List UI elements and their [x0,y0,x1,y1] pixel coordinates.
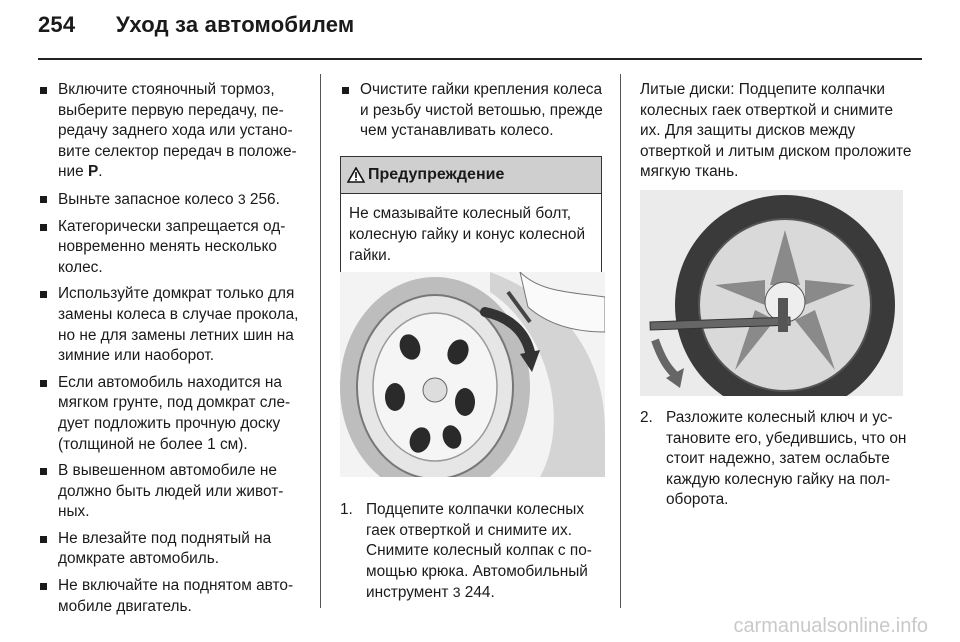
step-2 [640,408,912,511]
bullet-text: Используйте домкрат только для замены колеса в случае прокола, но не для замены летних шин на зимние или наоборот. [58,285,299,365]
watermark: carmanualsonline.info [733,615,928,637]
warning-title: Предупреждение [368,165,505,183]
list-item [38,189,306,211]
bullet-text: Выньте запасное колесо [58,190,238,208]
bullet-mark [38,373,58,455]
bullet-mark [38,80,58,183]
bullet-mark [38,189,58,211]
step-1 [340,500,610,604]
hubcap-removal-illustration [340,272,605,477]
bullet-mark [38,529,58,570]
list-item [38,461,306,523]
warning-triangle-icon [347,167,365,183]
bullet-text: Не включайте на поднятом автомобиле двигатель. [58,577,294,615]
list-item [38,284,306,366]
list-item [38,80,306,183]
step-text: Разложите колесный ключ и установите его, убедившись, что он стоит надежно, затем ослабьте каждую колесную гайку на пол-оборота. [666,409,907,509]
bullet-mark [38,576,58,617]
page-reference: 256. [245,190,280,208]
bullet-text: Категорически запрещается одновременно менять несколько колес. [58,217,286,276]
warning-header [341,157,601,195]
bullet-mark [38,284,58,366]
bullet-text: Включите стояночный тормоз, выберите первую передачу, передачу заднего хода или установите селектор передач в положение [58,81,297,181]
column-middle [340,80,605,277]
step-number: 1. [340,501,353,518]
wheel-wrench-illustration [640,190,903,396]
list-item [38,217,306,279]
page-reference: 244. [460,584,495,602]
wheel-wrench-drawing [640,190,903,396]
step-number: 2. [640,409,653,426]
page-title: Уход за автомобилем [116,12,355,37]
step-text: Подцепите колпачки колесных гаек отверткой и снимите их. Снимите колесный колпак с помощью крюка. Автомобильный инструмент [366,501,592,602]
alloy-wheel-note: Литые диски: Подцепите колпачки колесных гаек отверткой и снимите их. Для защиты дисков между отверткой и литым диском проложите мягкую ткань. [640,81,912,181]
page-reference-icon: 3 [237,190,246,207]
gear-position-p: P [87,163,99,181]
bullet-text: Не влезайте под поднятый на домкрате автомобиль. [58,529,272,568]
warning-text: Не смазывайте колесный болт, колесную гайку и конус колесной гайки. [349,205,586,264]
warning-box [340,156,602,277]
bullet-text: Если автомобиль находится на мягком грунте, под домкрат следует подложить прочную доску (толщиной не более 1 см). [58,373,291,453]
column-divider-1 [320,74,321,608]
column-divider-2 [620,74,621,608]
bullet-mark [340,80,360,142]
bullet-text: В вывешенном автомобиле не должно быть людей или животных. [58,462,284,521]
wheel-hubcap-drawing [340,272,605,477]
header-rule [38,58,922,60]
page-reference-icon: 3 [452,584,461,601]
list-item [38,373,306,455]
page-number: 254 [38,12,76,37]
list-item [38,576,306,617]
bullet-mark [38,217,58,279]
bullet-text: Очистите гайки крепления колеса и резьбу чистой ветошью, прежде чем устанавливать колесо. [360,81,603,140]
page-header [38,12,354,38]
column-left [38,80,306,623]
bullet-tail: . [98,163,103,181]
column-right [640,80,912,183]
list-item [340,80,605,142]
list-item [38,529,306,570]
bullet-mark [38,461,58,523]
